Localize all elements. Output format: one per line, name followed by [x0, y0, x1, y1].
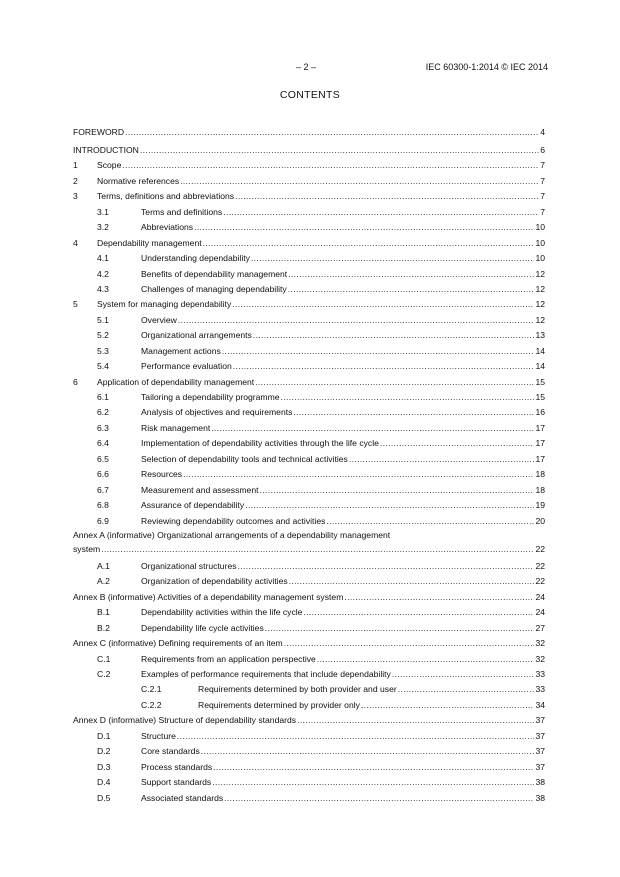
toc-entry-page: 6 — [540, 145, 545, 156]
toc-entry-page: 17 — [535, 438, 545, 449]
toc-entry-page: 15 — [535, 376, 545, 387]
toc-entry[interactable] — [73, 328, 545, 343]
toc-entry-number: 3 — [73, 191, 78, 202]
toc-entry[interactable] — [73, 529, 545, 559]
toc-entry-number: A.2 — [97, 576, 110, 587]
toc-entry-number: D.2 — [97, 746, 111, 757]
toc-entry[interactable] — [73, 390, 545, 405]
toc-entry[interactable] — [73, 452, 545, 467]
toc-entry[interactable] — [73, 189, 545, 204]
toc-entry-title: Requirements determined by both provider and user — [198, 684, 397, 695]
page-number: – 2 – — [296, 62, 317, 72]
toc-entry[interactable] — [73, 313, 545, 328]
dot-leader — [349, 454, 535, 464]
toc-entry-number: 5.3 — [97, 345, 109, 356]
dot-leader — [265, 623, 535, 633]
toc-entry[interactable] — [73, 775, 545, 790]
toc-entry-title: Requirements from an application perspective — [141, 653, 316, 664]
toc-entry[interactable] — [73, 760, 545, 775]
toc-entry-title: Annex A (informative) Organizational arrangements of a dependability management — [73, 529, 391, 540]
toc-entry[interactable] — [73, 174, 545, 189]
dot-leader — [392, 669, 535, 679]
toc-entry[interactable] — [73, 744, 545, 759]
toc-entry[interactable] — [73, 682, 545, 697]
document-reference: IEC 60300-1:2014 © IEC 2014 — [425, 62, 548, 72]
page-title: CONTENTS — [279, 89, 341, 101]
toc-entry-page: 10 — [535, 237, 545, 248]
toc-entry-number: 6.4 — [97, 438, 109, 449]
toc-entry-number: 6.9 — [97, 515, 109, 526]
toc-entry-page: 17 — [535, 453, 545, 464]
toc-entry-title: Application of dependability management — [97, 376, 255, 387]
toc-entry[interactable] — [73, 498, 545, 513]
dot-leader — [180, 176, 539, 186]
dot-leader — [303, 607, 534, 617]
toc-entry-page: 27 — [535, 622, 545, 633]
toc-entry-page: 18 — [535, 469, 545, 480]
dot-leader — [183, 469, 534, 479]
toc-entry-number: D.5 — [97, 792, 111, 803]
dot-leader — [177, 731, 535, 741]
toc-entry-page: 22 — [535, 560, 545, 571]
toc-entry-number: 6.3 — [97, 422, 109, 433]
toc-entry-title: Annex C (informative) Defining requirements of an item — [73, 638, 283, 649]
toc-entry-title: Risk management — [141, 422, 211, 433]
dot-leader — [245, 500, 534, 510]
dot-leader — [211, 423, 534, 433]
dot-leader — [288, 284, 535, 294]
dot-leader — [380, 438, 535, 448]
toc-entry-page: 37 — [535, 730, 545, 741]
toc-entry-number: D.3 — [97, 761, 111, 772]
toc-entry-title: Terms, definitions and abbreviations — [97, 191, 235, 202]
dot-leader — [253, 330, 535, 340]
toc-entry-title: Dependability management — [97, 237, 202, 248]
dot-leader — [203, 238, 535, 248]
toc-entry-title: Annex B (informative) Activities of a dependability management system — [73, 591, 344, 602]
toc-entry-title: Support standards — [141, 777, 212, 788]
toc-entry[interactable] — [73, 251, 545, 266]
toc-entry-page: 22 — [535, 543, 545, 554]
toc-entry[interactable] — [73, 698, 545, 713]
toc-entry-page: 33 — [535, 684, 545, 695]
toc-entry-number: 5.2 — [97, 330, 109, 341]
toc-entry-page: 32 — [535, 653, 545, 664]
dot-leader — [235, 191, 539, 201]
toc-entry-title: System for managing dependability — [97, 299, 232, 310]
toc-entry[interactable] — [73, 421, 545, 436]
toc-entry-page: 12 — [535, 283, 545, 294]
toc-entry-number: 6.6 — [97, 469, 109, 480]
toc-entry-number: C.1 — [97, 653, 111, 664]
toc-entry-title: FOREWORD — [73, 127, 125, 137]
toc-entry[interactable] — [73, 125, 545, 140]
toc-entry-number: A.1 — [97, 560, 110, 571]
toc-entry-title: Management actions — [141, 345, 221, 356]
toc-entry[interactable] — [73, 791, 545, 806]
toc-entry[interactable] — [73, 158, 545, 173]
toc-entry-page: 14 — [535, 361, 545, 372]
toc-entry-title: Associated standards — [141, 792, 224, 803]
toc-entry-title: INTRODUCTION — [73, 145, 139, 156]
toc-entry-page: 7 — [540, 206, 545, 217]
toc-entry-number: 3.1 — [97, 206, 109, 217]
dot-leader — [288, 269, 534, 279]
dot-leader — [251, 253, 535, 263]
toc-entry[interactable] — [73, 590, 545, 605]
toc-entry-number: 6 — [73, 376, 78, 387]
toc-entry-page: 13 — [535, 330, 545, 341]
dot-leader — [101, 544, 534, 554]
toc-entry-title: Structure — [141, 730, 176, 741]
toc-entry-page: 10 — [535, 253, 545, 264]
toc-entry-title: Examples of performance requirements that include dependability — [141, 669, 391, 680]
dot-leader — [361, 700, 535, 710]
toc-entry[interactable] — [73, 143, 545, 158]
toc-entry-page: 7 — [540, 175, 545, 186]
dot-leader — [224, 793, 534, 803]
toc-entry-page: 32 — [535, 638, 545, 649]
toc-entry-number: 6.7 — [97, 484, 109, 495]
toc-entry-number: D.4 — [97, 777, 111, 788]
toc-entry-page: 15 — [535, 392, 545, 403]
toc-entry[interactable] — [73, 652, 545, 667]
dot-leader — [293, 407, 534, 417]
toc-entry-number: C.2.1 — [141, 684, 162, 695]
toc-entry-title: Normative references — [97, 175, 180, 186]
toc-entry-title: Organizational arrangements — [141, 330, 252, 341]
toc-entry-number: 5.1 — [97, 314, 109, 325]
toc-entry[interactable] — [73, 514, 545, 529]
toc-entry-page: 22 — [535, 576, 545, 587]
toc-entry-number: B.1 — [97, 607, 110, 618]
toc-entry-number: 6.5 — [97, 453, 109, 464]
toc-entry-page: 37 — [535, 746, 545, 757]
toc-entry-number: C.2.2 — [141, 699, 162, 710]
toc-entry-title: Process standards — [141, 761, 213, 772]
toc-entry[interactable] — [73, 605, 545, 620]
dot-leader — [212, 777, 534, 787]
toc-entry-page: 12 — [535, 268, 545, 279]
toc-entry-title-cont: system — [73, 543, 101, 554]
toc-entry-page: 12 — [535, 299, 545, 310]
toc-entry-number: 1 — [73, 160, 78, 171]
toc-entry-page: 38 — [535, 777, 545, 788]
toc-entry-number: 6.1 — [97, 392, 109, 403]
toc-entry-page: 37 — [535, 715, 545, 726]
toc-entry-number: 6.2 — [97, 407, 109, 418]
toc-entry-page: 19 — [535, 500, 545, 511]
toc-entry[interactable] — [73, 467, 545, 482]
toc-entry-title: Annex D (informative) Structure of dependability standards — [73, 715, 297, 726]
toc-entry-title: Terms and definitions — [141, 206, 223, 217]
toc-entry-page: 4 — [540, 127, 545, 137]
dot-leader — [223, 207, 539, 217]
toc-entry[interactable] — [73, 436, 545, 451]
dot-leader — [255, 377, 534, 387]
toc-entry-page: 7 — [540, 160, 545, 171]
toc-entry[interactable] — [73, 205, 545, 220]
toc-entry-title: Challenges of managing dependability — [141, 283, 287, 294]
toc-entry-title: Organization of dependability activities — [141, 576, 288, 587]
toc-entry-page: 16 — [535, 407, 545, 418]
toc-entry-number: D.1 — [97, 730, 111, 741]
dot-leader — [344, 592, 534, 602]
toc-entry-number: 6.8 — [97, 500, 109, 511]
table-of-contents — [73, 125, 545, 806]
toc-entry[interactable] — [73, 574, 545, 589]
toc-entry-title: Selection of dependability tools and technical activities — [141, 453, 348, 464]
toc-entry-number: 5 — [73, 299, 78, 310]
toc-entry-page: 33 — [535, 669, 545, 680]
toc-entry[interactable] — [73, 282, 545, 297]
toc-entry-number: C.2 — [97, 669, 111, 680]
toc-entry-page: 12 — [535, 314, 545, 325]
toc-entry-title: Performance evaluation — [141, 361, 232, 372]
toc-entry[interactable] — [73, 344, 545, 359]
toc-entry-title: Requirements determined by provider only — [198, 699, 360, 710]
toc-entry-title: Measurement and assessment — [141, 484, 259, 495]
dot-leader — [317, 654, 535, 664]
toc-entry-title: Abbreviations — [141, 222, 194, 233]
dot-leader — [398, 684, 535, 694]
toc-entry-number: 5.4 — [97, 361, 109, 372]
toc-entry[interactable] — [73, 621, 545, 636]
toc-entry-number: B.2 — [97, 622, 110, 633]
dot-leader — [125, 127, 539, 137]
toc-entry-title: Dependability life cycle activities — [141, 622, 264, 633]
toc-entry-title: Benefits of dependability management — [141, 268, 288, 279]
toc-entry-page: 34 — [535, 699, 545, 710]
dot-leader — [232, 299, 534, 309]
dot-leader — [140, 145, 539, 155]
toc-entry-number: 4.2 — [97, 268, 109, 279]
toc-entry-number: 4.1 — [97, 253, 109, 264]
toc-entry[interactable] — [73, 729, 545, 744]
toc-entry-page: 24 — [535, 607, 545, 618]
toc-entry[interactable] — [73, 559, 545, 574]
toc-entry-title: Overview — [141, 314, 177, 325]
toc-entry-page: 20 — [535, 515, 545, 526]
toc-entry-title: Organizational structures — [141, 560, 237, 571]
toc-entry-page: 18 — [535, 484, 545, 495]
toc-entry-number: 2 — [73, 175, 78, 186]
toc-entry[interactable] — [73, 483, 545, 498]
toc-entry[interactable] — [73, 220, 545, 235]
toc-entry[interactable] — [73, 297, 545, 312]
toc-entry-title: Dependability activities within the life cycle — [141, 607, 303, 618]
toc-entry-title: Tailoring a dependability programme — [141, 392, 280, 403]
toc-entry[interactable] — [73, 375, 545, 390]
toc-entry-page: 14 — [535, 345, 545, 356]
dot-leader — [297, 715, 534, 725]
dot-leader — [281, 392, 535, 402]
dot-leader — [222, 346, 535, 356]
toc-entry[interactable] — [73, 267, 545, 282]
toc-entry-title: Resources — [141, 469, 183, 480]
toc-entry-title: Analysis of objectives and requirements — [141, 407, 293, 418]
toc-entry-number: 4 — [73, 237, 78, 248]
dot-leader — [178, 315, 535, 325]
dot-leader — [289, 576, 535, 586]
toc-entry-page: 37 — [535, 761, 545, 772]
dot-leader — [213, 762, 534, 772]
toc-entry-title: Implementation of dependability activities through the life cycle — [141, 438, 379, 449]
dot-leader — [194, 222, 534, 232]
toc-entry-title: Reviewing dependability outcomes and activities — [141, 515, 326, 526]
toc-entry-title: Understanding dependability — [141, 253, 250, 264]
toc-entry[interactable] — [73, 713, 545, 728]
dot-leader — [233, 361, 535, 371]
toc-entry[interactable] — [73, 359, 545, 374]
dot-leader — [201, 746, 535, 756]
toc-entry-title: Assurance of dependability — [141, 500, 245, 511]
toc-entry-page: 24 — [535, 591, 545, 602]
dot-leader — [260, 485, 535, 495]
toc-entry[interactable] — [73, 236, 545, 251]
toc-entry-page: 17 — [535, 422, 545, 433]
toc-entry-number: 3.2 — [97, 222, 109, 233]
toc-entry[interactable] — [73, 667, 545, 682]
dot-leader — [122, 160, 539, 170]
dot-leader — [284, 638, 535, 648]
toc-entry-page: 10 — [535, 222, 545, 233]
toc-entry-page: 7 — [540, 191, 545, 202]
toc-entry-title: Core standards — [141, 746, 200, 757]
toc-entry-title: Scope — [97, 160, 122, 171]
toc-entry-number: 4.3 — [97, 283, 109, 294]
dot-leader — [326, 516, 534, 526]
toc-entry[interactable] — [73, 405, 545, 420]
toc-entry[interactable] — [73, 636, 545, 651]
dot-leader — [238, 561, 535, 571]
toc-entry-page: 38 — [535, 792, 545, 803]
